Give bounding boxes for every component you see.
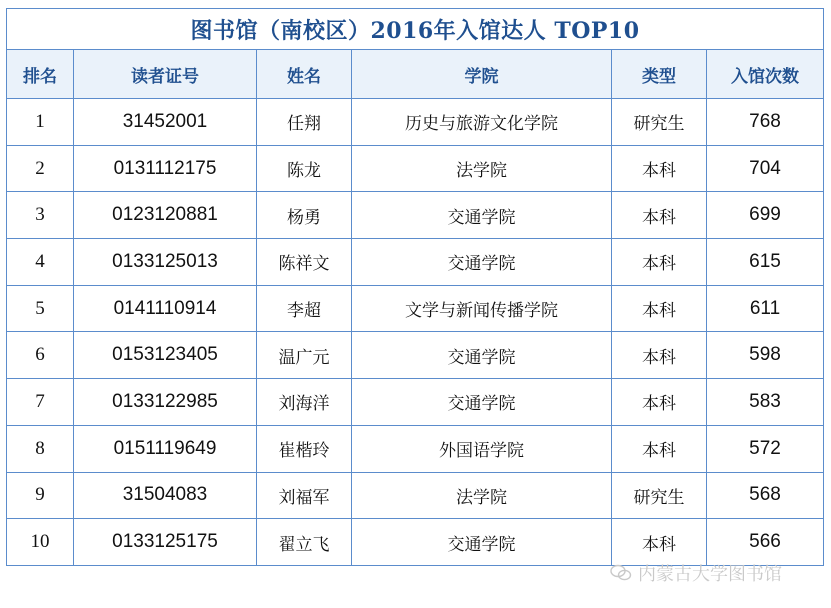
cell-name: 温广元 [257,332,352,379]
header-card-number: 读者证号 [74,50,257,99]
cell-rank: 3 [7,192,74,239]
cell-college: 交通学院 [352,332,612,379]
cell-rank: 5 [7,285,74,332]
header-visits: 入馆次数 [707,50,824,99]
cell-name: 陈祥文 [257,239,352,286]
cell-college: 交通学院 [352,239,612,286]
cell-college: 交通学院 [352,379,612,426]
cell-visits: 704 [707,145,824,192]
cell-rank: 1 [7,99,74,146]
cell-visits: 615 [707,239,824,286]
cell-name: 崔楷玲 [257,425,352,472]
header-college: 学院 [352,50,612,99]
cell-type: 本科 [612,145,707,192]
cell-name: 刘海洋 [257,379,352,426]
cell-card-number: 0153123405 [74,332,257,379]
cell-name: 刘福军 [257,472,352,519]
cell-name: 李超 [257,285,352,332]
table-row [7,425,824,472]
table-row [7,192,824,239]
cell-visits: 568 [707,472,824,519]
cell-type: 本科 [612,192,707,239]
table-row [7,145,824,192]
cell-visits: 611 [707,285,824,332]
cell-name: 陈龙 [257,145,352,192]
cell-visits: 572 [707,425,824,472]
cell-rank: 9 [7,472,74,519]
cell-college: 历史与旅游文化学院 [352,99,612,146]
cell-college: 交通学院 [352,519,612,566]
header-type: 类型 [612,50,707,99]
cell-rank: 8 [7,425,74,472]
cell-visits: 566 [707,519,824,566]
table-row [7,472,824,519]
table-row [7,239,824,286]
cell-card-number: 0131112175 [74,145,257,192]
table-title: 图书馆（南校区）2016年入馆达人 TOP10 [7,9,824,50]
cell-rank: 7 [7,379,74,426]
cell-card-number: 31504083 [74,472,257,519]
cell-rank: 10 [7,519,74,566]
header-rank: 排名 [7,50,74,99]
cell-rank: 6 [7,332,74,379]
cell-college: 法学院 [352,145,612,192]
cell-card-number: 31452001 [74,99,257,146]
wechat-icon [610,564,632,582]
cell-type: 研究生 [612,472,707,519]
cell-card-number: 0151119649 [74,425,257,472]
cell-visits: 768 [707,99,824,146]
cell-card-number: 0133122985 [74,379,257,426]
cell-type: 研究生 [612,99,707,146]
cell-card-number: 0141110914 [74,285,257,332]
cell-type: 本科 [612,425,707,472]
cell-college: 外国语学院 [352,425,612,472]
cell-type: 本科 [612,285,707,332]
cell-visits: 583 [707,379,824,426]
cell-card-number: 0123120881 [74,192,257,239]
cell-college: 交通学院 [352,192,612,239]
table-row [7,99,824,146]
ranking-table [6,8,824,566]
cell-type: 本科 [612,332,707,379]
watermark [610,560,782,586]
cell-college: 文学与新闻传播学院 [352,285,612,332]
cell-college: 法学院 [352,472,612,519]
cell-name: 任翔 [257,99,352,146]
cell-name: 杨勇 [257,192,352,239]
cell-type: 本科 [612,379,707,426]
ranking-table-container [6,8,823,566]
table-row [7,379,824,426]
watermark-text: 内蒙古大学图书馆 [638,564,782,585]
table-title-row [7,9,824,50]
header-name: 姓名 [257,50,352,99]
table-header-row [7,50,824,99]
cell-type: 本科 [612,239,707,286]
cell-card-number: 0133125013 [74,239,257,286]
cell-type: 本科 [612,519,707,566]
cell-visits: 699 [707,192,824,239]
cell-rank: 4 [7,239,74,286]
table-row [7,332,824,379]
cell-name: 翟立飞 [257,519,352,566]
cell-card-number: 0133125175 [74,519,257,566]
cell-rank: 2 [7,145,74,192]
cell-visits: 598 [707,332,824,379]
table-row [7,519,824,566]
table-row [7,285,824,332]
